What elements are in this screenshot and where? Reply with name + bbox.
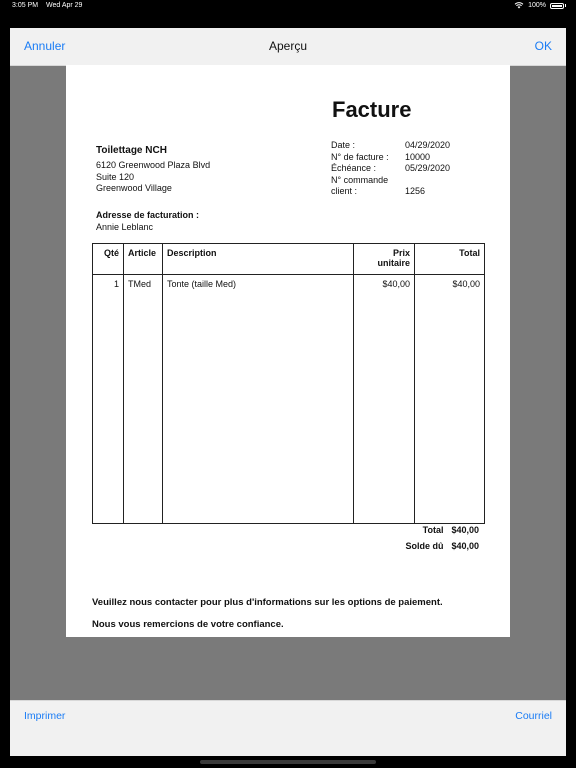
company-address: [96, 160, 210, 195]
filler-cell: [415, 293, 485, 523]
invoice-page: [66, 65, 510, 637]
home-indicator[interactable]: [200, 760, 376, 764]
table-row: [93, 275, 485, 294]
preview-sheet: [10, 28, 566, 756]
header-article: Article: [124, 244, 163, 275]
meta-value: 1256: [405, 186, 426, 196]
wifi-icon: [514, 2, 524, 9]
battery-percent: 100%: [528, 2, 546, 9]
cell-total: $40,00: [415, 275, 485, 294]
meta-value: [405, 175, 450, 187]
meta-value: 10000: [405, 151, 431, 162]
meta-label: N° commande: [331, 174, 389, 185]
cancel-button[interactable]: Annuler: [24, 39, 66, 53]
address-line: Suite 120: [96, 171, 135, 182]
print-button[interactable]: Imprimer: [24, 710, 66, 722]
status-date: Wed Apr 29: [46, 2, 83, 9]
cell-unit-price: $40,00: [354, 275, 415, 294]
email-button[interactable]: Courriel: [515, 710, 552, 722]
cell-article: TMed: [124, 275, 163, 294]
cell-description: Tonte (taille Med): [163, 275, 354, 294]
address-line: Greenwood Village: [96, 183, 172, 193]
battery-icon: [550, 3, 564, 9]
meta-label: Échéance :: [331, 163, 377, 173]
header-qty: Qté: [93, 244, 124, 275]
items-table: [92, 243, 485, 524]
meta-label: Date :: [331, 140, 356, 150]
header-unit-price: [354, 244, 415, 275]
meta-value: 04/29/2020: [405, 140, 451, 150]
invoice-meta-labels: [331, 140, 389, 198]
navigation-bar: [10, 28, 566, 66]
battery-cap-icon: [565, 4, 566, 7]
payment-note: Veuillez nous contacter pour plus d'informations sur les options de paiement.: [92, 597, 443, 608]
page-title: Aperçu: [268, 39, 308, 53]
total-value: $40,00: [451, 525, 479, 535]
table-header-row: [93, 244, 485, 275]
filler-cell: [93, 293, 124, 523]
invoice-meta-values: [405, 140, 450, 198]
bottom-toolbar: [10, 700, 566, 756]
table-filler-row: [93, 293, 485, 523]
thanks-note: Nous vous remercions de votre confiance.: [92, 619, 284, 630]
balance-due-value: $40,00: [451, 541, 479, 551]
cell-qty: 1: [93, 275, 124, 294]
status-right: [514, 2, 566, 9]
header-price-line2: unitaire: [377, 258, 410, 268]
balance-due-row: [66, 541, 479, 551]
invoice-title: Facture: [332, 97, 412, 122]
balance-due-label: Solde dû: [405, 541, 444, 551]
filler-cell: [354, 293, 415, 523]
header-description: Description: [163, 244, 354, 275]
meta-value: 05/29/2020: [405, 163, 451, 173]
status-time: 3:05 PM: [12, 2, 39, 9]
filler-cell: [163, 293, 354, 523]
filler-cell: [124, 293, 163, 523]
ok-button[interactable]: OK: [534, 39, 552, 53]
total-row: [66, 525, 479, 535]
total-label: Total: [422, 525, 444, 535]
meta-label: client :: [331, 186, 358, 196]
address-line: 6120 Greenwood Plaza Blvd: [96, 160, 211, 170]
billing-label: Adresse de facturation :: [96, 210, 200, 220]
header-total: Total: [415, 244, 485, 275]
billing-name: Annie Leblanc: [96, 222, 154, 232]
company-name: Toilettage NCH: [96, 145, 167, 156]
status-bar: [0, 0, 576, 13]
header-price-line1: Prix: [392, 248, 410, 258]
meta-label: N° de facture :: [331, 151, 389, 162]
